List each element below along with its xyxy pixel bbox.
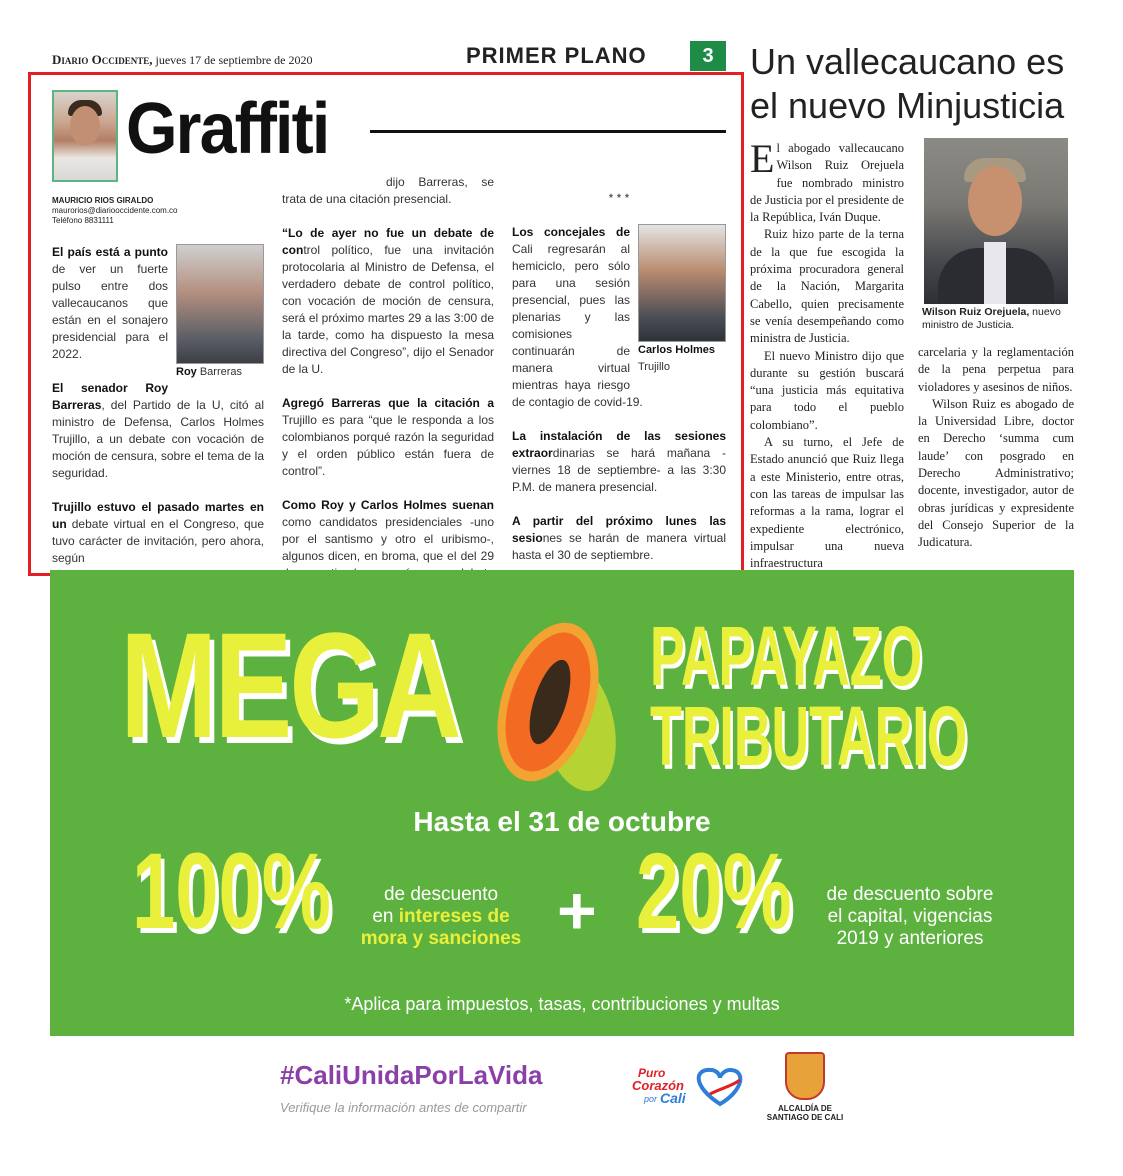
- ad-pct-20: 20%: [636, 830, 792, 951]
- article-para-1: El abogado vallecaucano Wilson Ruiz Orejuela fue nombrado ministro de Justicia por el presidente de la República, Iván Duque.: [750, 136, 904, 225]
- puro-text: Puro: [638, 1066, 666, 1080]
- ad-mega: MEGA: [120, 601, 459, 769]
- cali-shield-icon: [785, 1052, 825, 1100]
- author-email: maurorios@diariooccidente.com.co: [52, 206, 178, 215]
- col3-para-1: Los concejales de Cali regresarán al hemiciclo, pero sólo para una sesión presencial, pues las plenarias y las comisiones continuarán de manera virtual mientras haya riesgo de contagio de covid-19.: [512, 225, 643, 409]
- col2-para-0: dijo Barreras, se trata de una citación presencial.: [282, 175, 494, 206]
- corazon-text: Corazón: [632, 1078, 684, 1093]
- section-title: PRIMER PLANO: [466, 43, 647, 68]
- paper-name: Diario Occidente,: [52, 52, 153, 67]
- col2-para-2: Agregó Barreras que la citación a Trujillo es para “que le responda a los colombianos porqué razón la seguridad y el orden público están fuera de control”.: [282, 396, 494, 478]
- tax-discount-ad[interactable]: [50, 570, 1074, 1036]
- col2-para-3: Como Roy y Carlos Holmes suenan como candidatos presidenciales -uno por el santismo y otro el uribismo-, algunos dicen, en broma, que el del 29: [282, 498, 494, 563]
- graffiti-col-3: [512, 190, 726, 564]
- title-rule: [370, 130, 726, 133]
- page-number: 3: [690, 41, 726, 71]
- graffiti-col-1: [52, 244, 264, 567]
- col1-para-2: El senador Roy Barreras, del Partido de la U, citó al ministro de Defensa, Carlos Holmes Trujillo, a un debate con vocación de moción de censura, sobre el tema de la seguridad.: [52, 381, 264, 480]
- article-para-3: El nuevo Ministro dijo que durante su gestión buscará “una justicia más equitativa para todo el pueblo colombiano”.: [750, 348, 904, 432]
- col2-para-1: “Lo de ayer no fue un debate de control político, fue una invitación protocolaria al Ministro de Defensa, el verdadero debate de control político, con vocación de moción de censura, será el próximo martes 29 a las 3:00 de la tarde, como ha dispuesto la mesa directiva del Congreso”, dijo el Senador de la U.: [282, 226, 494, 376]
- col3-para-3: A partir del próximo lunes las sesiones se harán de manera virtual hasta el 30 de septiembre.: [512, 514, 726, 562]
- alcaldia-logo: ALCALDÍA DE SANTIAGO DE CALI: [760, 1052, 850, 1122]
- drop-cap: E: [750, 136, 775, 181]
- article-para-4: A su turno, el Jefe de Estado anunció que Ruiz llega a este Ministerio, entre otras, con las tareas de impulsar las reformas a la rama, lograr el expediente electrónico, impulsar una nueva infraestructura: [750, 435, 904, 571]
- article-para-6: Wilson Ruiz es abogado de la Universidad Libre, doctor en Derecho ‘summa cum laude’ con posgrado en Derecho Administrativo; docente, investigador, autor de obras jurídicas y expresidente del Consejo Superior de la Judicatura.: [918, 396, 1074, 550]
- col1-para-3: Trujillo estuvo el pasado martes en un debate virtual en el Congreso, que tuvo carácter de invitación, pero ahora, según: [52, 500, 264, 565]
- ad-deadline: Hasta el 31 de octubre: [413, 806, 711, 837]
- roy-photo-block: [176, 244, 264, 381]
- col1-para-1: El país está a punto de ver un fuerte pulso entre dos vallecaucanos que están en el sonajero presidencial para el 2022.: [52, 245, 168, 361]
- article-col-1: [750, 136, 904, 572]
- carlos-holmes-photo: [638, 224, 726, 342]
- papaya-icon: [486, 606, 616, 796]
- ad-pct-100: 100%: [132, 830, 331, 951]
- issue-date: jueves 17 de septiembre de 2020: [152, 53, 313, 67]
- campaign-hashtag[interactable]: #CaliUnidaPorLaVida: [280, 1060, 543, 1090]
- separator-stars: * * *: [608, 191, 630, 205]
- article-para-5: carcelaria y la reglamentación de la pena perpetua para violadores y asesinos de niños.: [918, 345, 1074, 394]
- puro-corazon-logo: [632, 1064, 748, 1110]
- holmes-photo-block: [638, 224, 726, 376]
- holmes-caption: Carlos Holmes Trujillo: [638, 344, 716, 373]
- article-para-2: Ruiz hizo parte de la terna de la que fue escogida la próxima procuradora general de la Nación, Margarita Cabello, quien precisamente se venía desempeñando como ministra de Justicia.: [750, 227, 904, 346]
- article-col-2: [918, 344, 1074, 552]
- ad-desc-2: de descuento sobre el capital, vigencias 2019 y anteriores: [826, 884, 994, 949]
- wilson-caption: Wilson Ruiz Orejuela, nuevo ministro de Justicia.: [922, 306, 1061, 331]
- article-headline: Un vallecaucano es el nuevo Minjusticia: [750, 41, 1065, 126]
- col3-para-2: La instalación de las sesiones extraordinarias se hará mañana -viernes 18 de septiembre- a las 3:30 P.M. de manera presencial.: [512, 429, 726, 494]
- masthead: [52, 52, 312, 68]
- author-name: MAURICIO RIOS GIRALDO: [52, 196, 154, 205]
- roy-caption: Roy Barreras: [176, 366, 243, 378]
- ad-plus: +: [557, 873, 597, 949]
- ad-papayazo: PAPAYAZO TRIBUTARIO: [650, 609, 968, 783]
- column-title: Graffiti: [126, 89, 329, 169]
- ad-desc-1: de descuento en intereses de mora y sanciones: [360, 884, 522, 949]
- cali-text: Cali: [660, 1090, 686, 1106]
- wilson-ruiz-photo: [924, 138, 1068, 304]
- author-photo: [52, 90, 118, 182]
- roy-barreras-photo: [176, 244, 264, 364]
- ad-disclaimer: *Aplica para impuestos, tasas, contribuciones y multas: [344, 994, 780, 1014]
- por-text: por: [644, 1094, 658, 1104]
- graffiti-col-2: [282, 174, 494, 599]
- author-phone: Teléfono 8831111: [52, 216, 114, 225]
- verify-notice: Verifique la información antes de compartir: [280, 1100, 527, 1115]
